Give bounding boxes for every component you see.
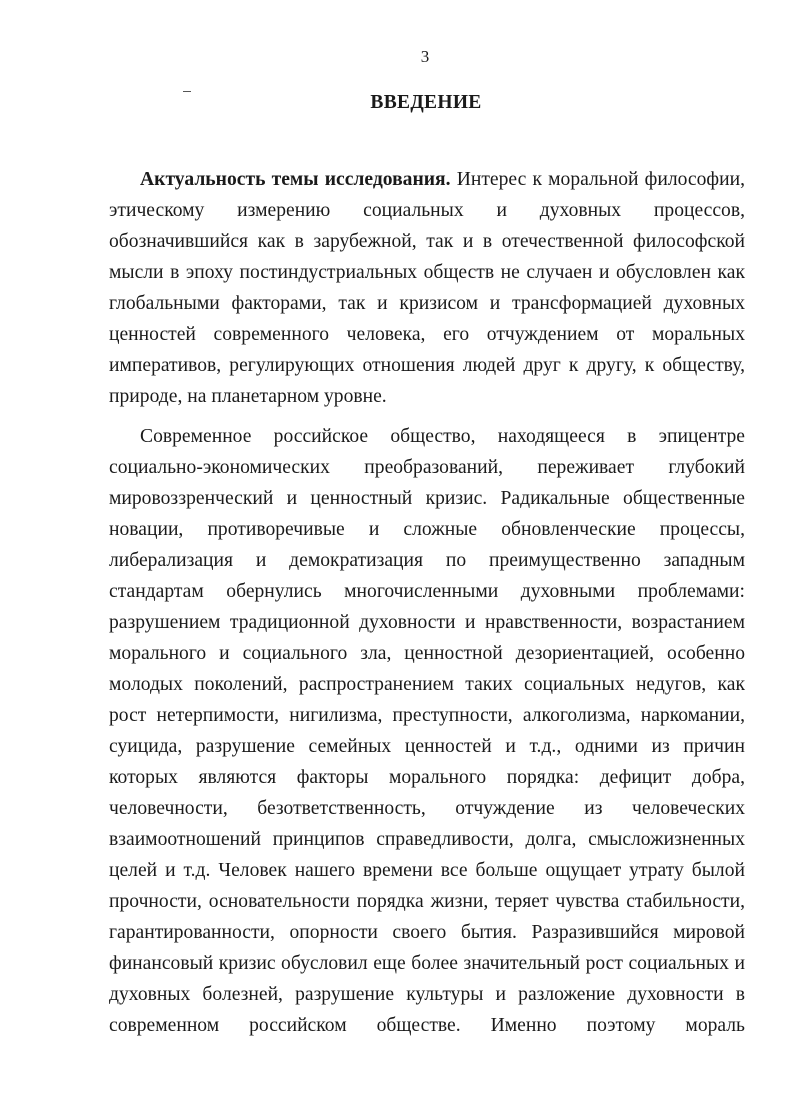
body-text (109, 164, 745, 1050)
paragraph-society (109, 421, 745, 1041)
paragraph-relevance (109, 164, 745, 412)
paragraph-text: Современное российское общество, находящееся в эпицентре социально-экономических преобразований, переживает глубокий мировоззренческий и ценностный кризис. Радикальные общественные новации, противоречивые и сложные обновленческие процессы, либерализация и демократизация по преимущественно западным стандартам обернулись многочисленными духовными проблемами: разрушением традиционной духовности и нравственности, возрастанием морального и социального зла, ценностной дезориентацией, особенно молодых поколений, распространением таких социальных недугов, как рост нетерпимости, нигилизма, преступности, алкоголизма, наркомании, суицида, разрушение семейных ценностей и т.д., одними из причин которых являются факторы морального порядка: дефицит добра, человечности, безответственность, отчуждение из человеческих взаимоотношений принципов справедливости, долга, смысложизненных целей и т.д. Человек нашего времени все больше ощущает утрату былой прочности, основательности порядка жизни, теряет чувства стабильности, гарантированности, опорности своего бытия. Разразившийся мировой финансовый кризис обусловил еще более значительный рост социальных и духовных болезней, разрушение культуры и разложение духовности в современном российском обществе. Именно поэтому мораль (109, 426, 745, 1036)
section-heading: ВВЕДЕНИЕ (370, 92, 482, 113)
paragraph-text: Интерес к моральной философии, этическому измерению социальных и духовных процессов, обозначившийся как в зарубежной, так и в отечественной философской мысли в эпоху постиндустриальных обществ не случаен и обусловлен как глобальными факторами, так и кризисом и трансформацией духовных ценностей современного человека, его отчуждением от моральных императивов, регулирующих отношения людей друг к другу, к обществу, природе, на планетарном уровне. (109, 169, 745, 407)
page-number: 3 (420, 47, 430, 66)
paragraph-lead: Актуальность темы исследования. (140, 169, 451, 190)
